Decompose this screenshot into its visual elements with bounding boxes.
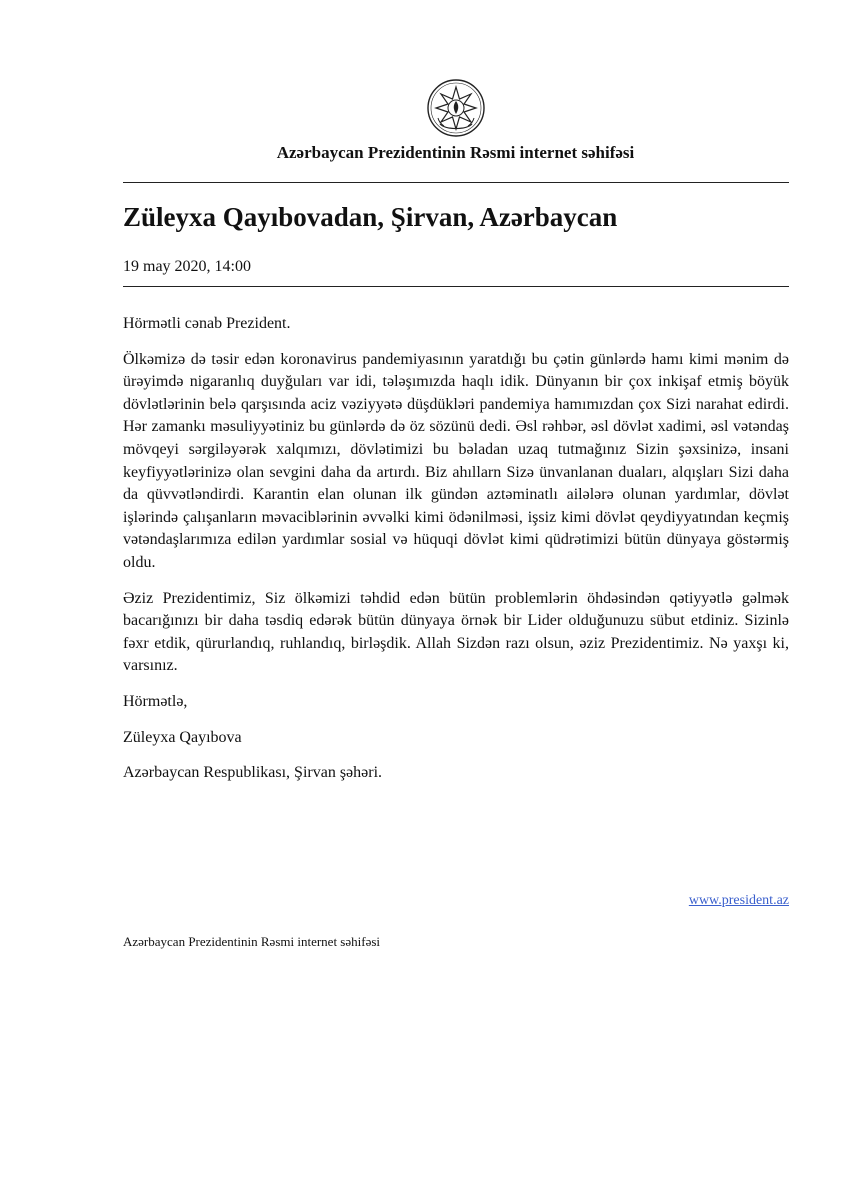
site-title: Azərbaycan Prezidentinin Rəsmi internet səhifəsi xyxy=(276,143,635,162)
president-site-link[interactable]: www.president.az xyxy=(688,893,789,908)
letter-paragraph-2: Əziz Prezidentimiz, Siz ölkəmizi təhdid edən bütün problemlərin öhdəsindən qətiyyətlə gəlmək bacarığınızı bir daha təsdiq edərək bütün dünyaya örnək bir Lider olduğunuzu sübut etdiniz. Sizinlə fəxr etdik, qürurlandıq, ruhlandıq, birləşdik. Allah Sizdən razı olsun, əziz Prezidentimiz. Nə yaxşı ki, varsınız. xyxy=(123,589,789,675)
letter-paragraph-1: Ölkəmizə də təsir edən koronavirus pandemiyasının yaratdığı bu çətin günlərdə hamı kimi mənim də ürəyimdə nigaranlıq duyğuları var idi, tələşımızda haqlı idik. Dünyanın bir çox inkişaf etmiş böyük dövlətlərinin belə qarşısında aciz vəziyyətə düşdükləri pandemiya hamımızdan çox Sizi narahat edirdi. Hər zamankı məsuliyyətiniz bu günlərdə də öz sözünü dedi. Əsl rəhbər, əsl dövlət xadimi, əsl vətəndaş mövqeyi sərgiləyərək xalqımızı, dövlətimizi bu bəladan uzaq tutmağınız Sizin şəxsinizə, insani keyfiyyətlərinizə olan sevgini daha da artırdı. Biz ahıllarn Sizə ünvanlanan duaları, alqışları Sizi daha da qüvvətləndirdi. Karantin elan olunan ilk gündən aztəminatlı ailələrə olunan yardımlar, dövlət işlərində çalışanların məvaciblərinin əvvəlki kimi ödənilməsi, işsiz kimi dövlət qeydiyyatından keçmiş vətəndaşlarımıza edilən yardımlar sosial və hüquqi dövlət kimi qüdrətimizi bütün dünyaya göstərmiş oldu. xyxy=(123,350,789,571)
letter-body xyxy=(123,313,789,798)
letter-title: Züleyxa Qayıbovadan, Şirvan, Azərbaycan xyxy=(123,202,618,232)
title-divider xyxy=(123,286,789,287)
state-emblem-icon xyxy=(426,78,486,138)
letter-closing: Hörmətlə, xyxy=(123,692,188,710)
signature-name: Züleyxa Qayıbova xyxy=(123,728,242,746)
signature-place: Azərbaycan Respublikası, Şirvan şəhəri. xyxy=(123,764,383,782)
header-divider xyxy=(123,182,789,183)
footer-note: Azərbaycan Prezidentinin Rəsmi internet səhifəsi xyxy=(123,934,381,949)
letter-date: 19 may 2020, 14:00 xyxy=(123,258,251,275)
letter-greeting: Hörmətli cənab Prezident. xyxy=(123,315,291,332)
